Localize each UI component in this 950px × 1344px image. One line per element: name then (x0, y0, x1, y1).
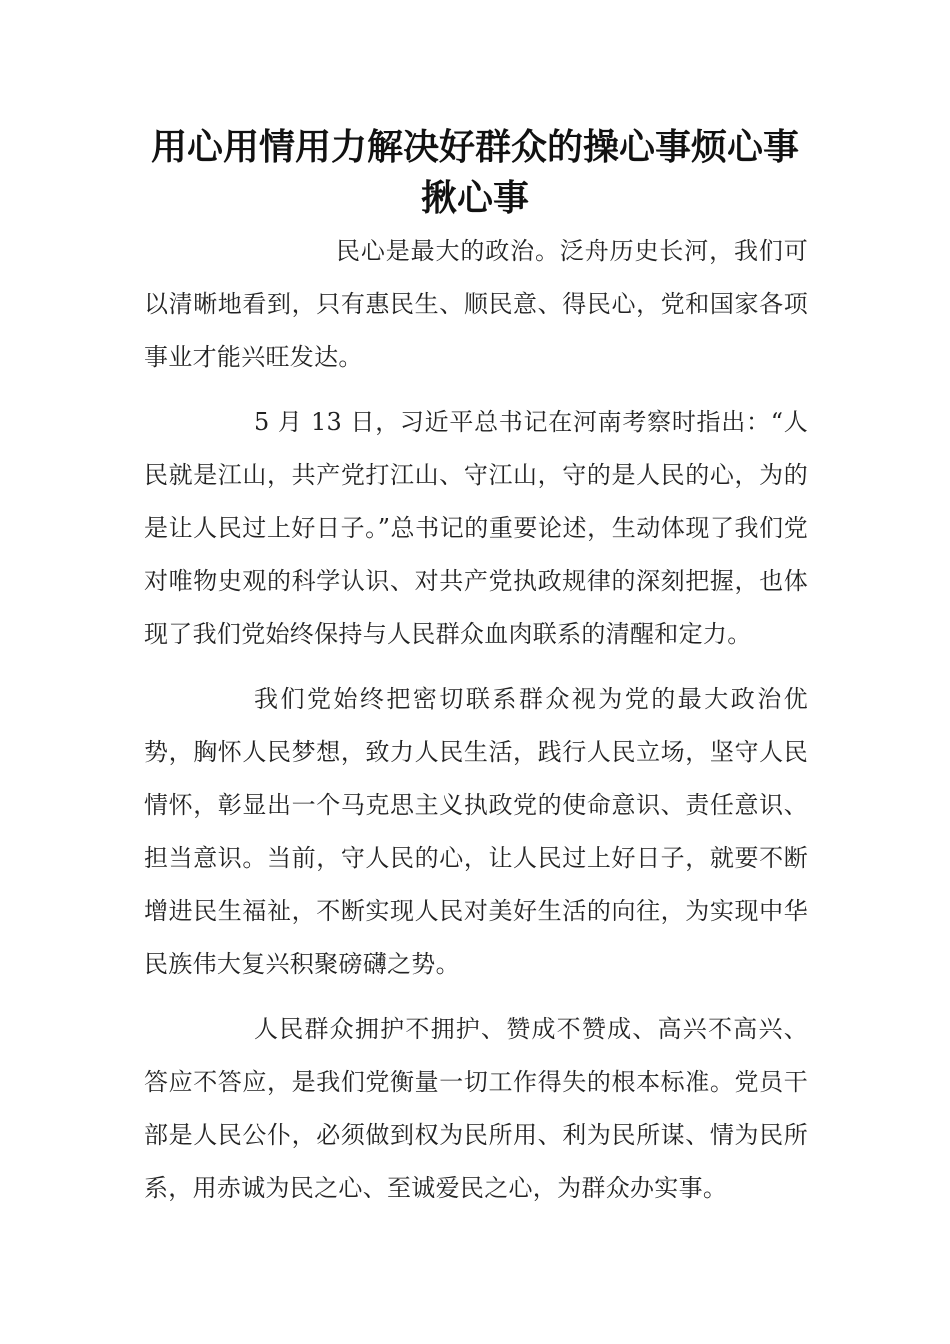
document-body (144, 225, 808, 1227)
paragraph-4: 人民群众拥护不拥护、赞成不赞成、高兴不高兴、答应不答应，是我们党衡量一切工作得失的根本标准。党员干部是人民公仆，必须做到权为民所用、利为民所谋、情为民所系，用赤诚为民之心、至诚爱民之心，为群众办实事。 (144, 1015, 808, 1202)
title-line-1: 用心用情用力解决好群众的操心事烦心事 (150, 126, 799, 168)
title-line-2: 揪心事 (420, 177, 529, 219)
paragraph-1: 民心是最大的政治。泛舟历史长河，我们可以清晰地看到，只有惠民生、顺民意、得民心，党和国家各项事业才能兴旺发达。 (144, 237, 808, 371)
paragraph-2: 5 月 13 日，习近平总书记在河南考察时指出：“人民就是江山，共产党打江山、守江山，守的是人民的心，为的是让人民过上好日子。”总书记的重要论述，生动体现了我们党对唯物史观的科学认识、对共产党执政规律的深刻把握，也体现了我们党始终保持与人民群众血肉联系的清醒和定力。 (144, 408, 808, 648)
document-title (100, 122, 850, 224)
paragraph-3: 我们党始终把密切联系群众视为党的最大政治优势，胸怀人民梦想，致力人民生活，践行人民立场，坚守人民情怀，彰显出一个马克思主义执政党的使命意识、责任意识、担当意识。当前，守人民的心，让人民过上好日子，就要不断增进民生福祉，不断实现人民对美好生活的向往，为实现中华民族伟大复兴积聚磅礴之势。 (144, 685, 808, 978)
